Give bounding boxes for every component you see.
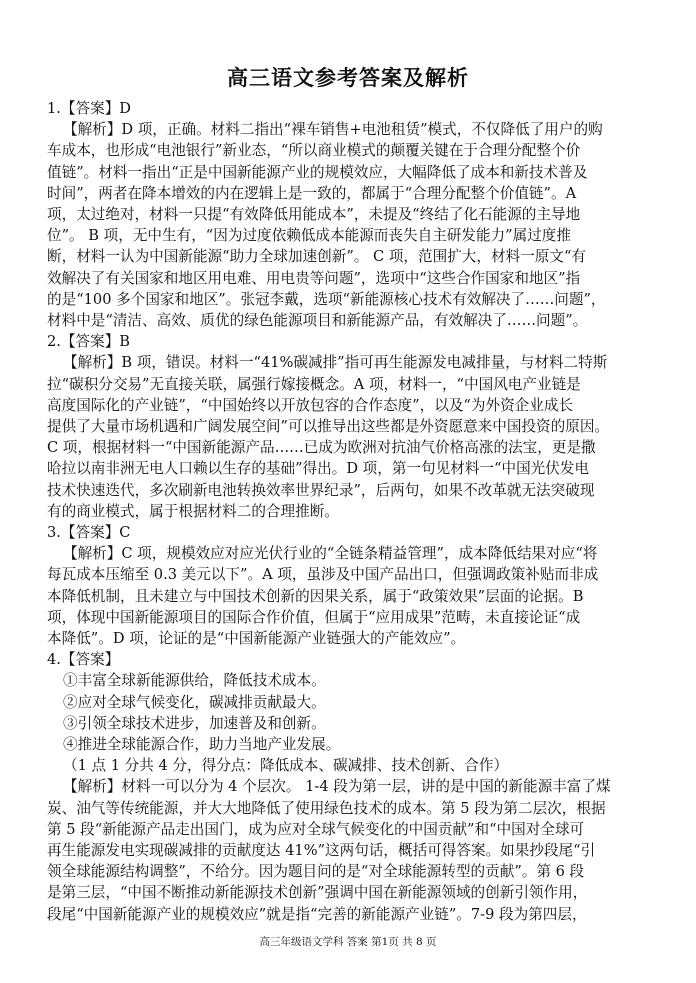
q2-analysis-line: 有的商业模式，属于根据材料二的合理推断。 [47,502,339,520]
q1-analysis-line: 时间”，两者在降本增效的内在逻辑上是一致的，都属于“合理分配整个价值链”。A [47,184,577,202]
q4-analysis-line: 领全球能源结构调整”，不给分。因为题目问的是“对全球能源转型的贡献”。第 6 段 [47,863,585,881]
q1-analysis-line: 车成本，也形成“电池银行”新业态，“所以商业模式的颠覆关键在于合理分配整个价 [47,142,581,160]
q2-analysis-line: C 项，根据材料一“中国新能源产品……已成为欧洲对抗油气价格高涨的法宝，更是撒 [47,439,596,457]
q3-analysis-line: 每瓦成本压缩至 0.3 美元以下”。A 项，虽涉及中国产品出口，但强调政策补贴而非成 [47,566,599,584]
q2-analysis-line: 哈拉以南非洲无电人口赖以生存的基础”得出。D 项，第一句见材料一“中国光伏发电 [47,460,590,478]
q4-point-1: ①丰富全球新能源供给，降低技术成本。 [63,672,326,690]
page-footer: 高三年级语文学科 答案 第1页 共 8 页 [259,936,437,948]
q1-analysis-line: 材料中是“清洁、高效、质优的绿色能源项目和新能源产品，有效解决了……问题”。 [47,312,588,329]
q2-analysis-line: 【解析】B 项，错误。材料一“41%碳减排”指可再生能源发电减排量，与材料二特斯 [63,354,608,372]
q4-analysis-line: 第 5 段“新能源产品走出国门，成为应对全球气候变化的中国贡献”和“中国对全球可 [47,820,585,838]
q2-answer: 2.【答案】B [47,333,131,351]
q4-point-3: ③引领全球技术进步，加速普及和创新。 [63,714,326,732]
q4-analysis-line: 炭、油气等传统能源，并大大地降低了使用绿色技术的成本。第 5 段为第二层次，根据 [47,799,606,817]
q3-analysis-line: 本降低机制，且未建立与中国技术创新的因果关系，属于“政策效果”层面的论据。B [47,587,584,605]
q3-analysis-line: 项，体现中国新能源项目的国际合作价值，但属于“应用成果”范畴，未直接论证“成 [47,608,581,626]
q1-analysis-line: 的是“100 多个国家和地区”。张冠李戴，选项“新能源核心技术有效解决了……问题”， [47,290,606,308]
q4-point-4: ④推进全球能源合作，助力当地产业发展。 [63,736,341,753]
q4-answer: 4.【答案】 [47,651,120,669]
q3-analysis-line: 本降低”。D 项，论证的是“中国新能源产业链强大的产能效应”。 [47,630,466,647]
q4-analysis-line: 是第三层，“中国不断推动新能源技术创新”强调中国在新能源领域的创新引领作用， [47,884,588,902]
q4-point-2: ②应对全球气候变化，碳减排贡献最大。 [63,693,326,711]
q1-analysis-line: 位”。 B 项，无中生有，“因为过度依赖低成本能源而丧失自主研发能力”属过度推 [47,227,571,245]
q1-analysis-line: 【解析】D 项，正确。材料二指出“裸车销售+电池租赁”模式，不仅降低了用户的购 [63,121,603,139]
q2-analysis-line: 高度国际化的产业链”，“中国始终以开放包容的合作态度”，以及“为外资企业成长 [47,396,574,414]
q1-analysis-line: 项，太过绝对，材料一只提“有效降低用能成本”，未提及“终结了化石能源的主导地 [47,206,581,223]
q4-analysis-line: 再生能源发电实现碳减排的贡献度达 41%”这两句话，概括可得答案。如果抄段尾“引 [47,842,596,859]
q1-analysis-line: 断，材料一认为中国新能源“助力全球加速创新”。 C 项，范围扩大，材料一原文“有 [47,248,587,266]
q1-analysis-line: 值链”。材料一指出“正是中国新能源产业的规模效应，大幅降低了成本和新技术普及 [47,163,588,181]
q3-answer: 3.【答案】C [47,524,131,541]
q4-scoring-note: （1 点 1 分共 4 分，得分点：降低成本、碳减排、技术创新、合作） [63,757,509,775]
q2-analysis-line: 拉“碳积分交易”无直接关联，属强行嫁接概念。A 项，材料一，“中国风电产业链是 [47,375,581,393]
q4-analysis-line: 段尾“中国新能源产业的规模效应”就是指“完善的新能源产业链”。7-9 段为第四层， [47,905,587,923]
q3-analysis-line: 【解析】C 项，规模效应对应光伏行业的“全链条精益管理”，成本降低结果对应“将 [63,545,598,563]
q1-analysis-line: 效解决了有关国家和地区用电难、用电贵等问题”，选项中“这些合作国家和地区”指 [47,269,581,287]
q2-analysis-line: 提供了大量市场机遇和广阔发展空间”可以推导出这些都是外资愿意来中国投资的原因。 [47,418,610,435]
q2-analysis-line: 技术快速迭代，多次刷新电池转换效率世界纪录”，后两句，如果不改革就无法突破现 [47,481,595,499]
q4-analysis-line: 【解析】材料一可以分为 4 个层次。 1-4 段为第一层，讲的是中国的新能源丰富了煤 [63,778,611,796]
page-title: 高三语文参考答案及解析 [227,65,469,90]
q1-answer: 1.【答案】D [47,100,131,117]
